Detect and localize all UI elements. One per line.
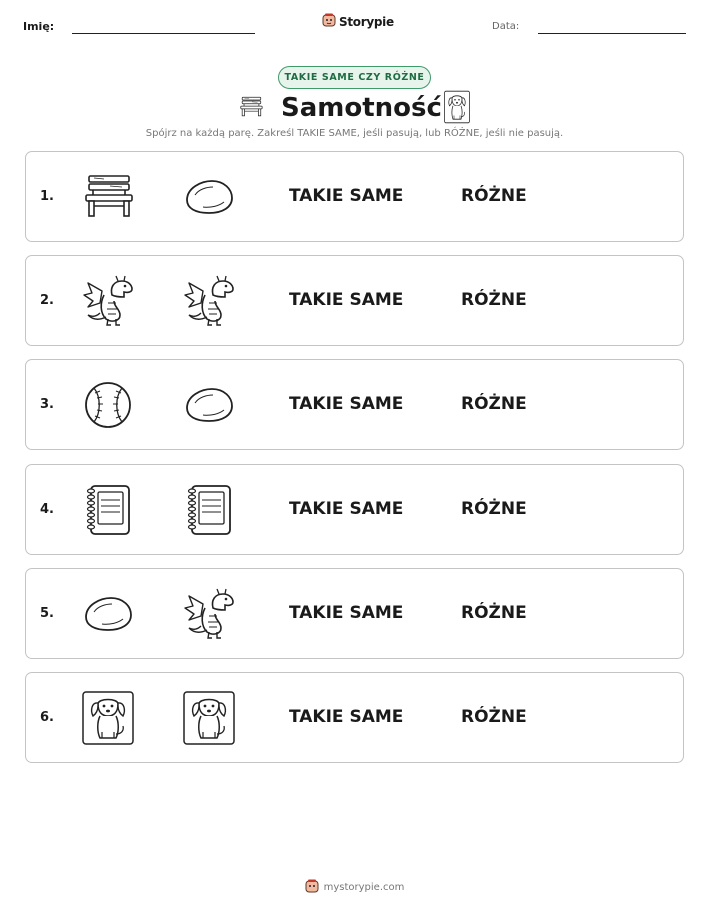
instructions: Spójrz na każdą parę. Zakreśl TAKIE SAME, jeśli pasują, lub RÓŻNE, jeśli nie pasują. <box>145 128 564 139</box>
brand-name: Storypie <box>339 14 394 29</box>
footer-url: mystorypie.com <box>323 882 405 893</box>
puppy-icon <box>80 690 136 746</box>
bench-icon <box>80 169 136 225</box>
page-title: Samotność <box>281 93 442 123</box>
title-row <box>0 90 709 126</box>
row-number: 3. <box>40 397 54 413</box>
notebook-icon <box>181 482 237 538</box>
option-same[interactable]: TAKIE SAME <box>289 186 404 206</box>
option-different[interactable]: RÓŻNE <box>461 394 527 415</box>
puppy-icon <box>181 690 237 746</box>
row-number: 2. <box>40 293 54 309</box>
option-different[interactable]: RÓŻNE <box>461 498 527 519</box>
option-same[interactable]: TAKIE SAME <box>289 498 404 519</box>
exercise-row <box>25 359 684 450</box>
stone-icon <box>181 169 237 225</box>
option-different[interactable]: RÓŻNE <box>461 602 527 623</box>
exercise-row <box>25 464 684 555</box>
exercise-row <box>25 255 684 346</box>
row-number: 4. <box>40 501 54 517</box>
option-different[interactable]: RÓŻNE <box>461 290 527 311</box>
exercise-row <box>25 672 684 763</box>
option-different[interactable]: RÓŻNE <box>461 186 527 206</box>
exercise-row <box>25 151 684 242</box>
notebook-icon <box>80 482 136 538</box>
baseball-icon <box>80 377 136 433</box>
footer <box>0 879 709 896</box>
date-line <box>538 33 686 34</box>
option-same[interactable]: TAKIE SAME <box>289 290 404 311</box>
storypie-logo-icon <box>322 13 336 30</box>
bench-icon <box>236 94 266 124</box>
dragon-icon <box>181 273 237 329</box>
stone-icon <box>181 377 237 433</box>
row-number: 5. <box>40 605 54 621</box>
date-label: Data: <box>492 21 520 32</box>
dragon-icon <box>80 273 136 329</box>
option-same[interactable]: TAKIE SAME <box>289 707 404 727</box>
brand <box>322 13 394 30</box>
stone-icon <box>80 586 136 642</box>
page-header <box>0 0 709 50</box>
dragon-icon <box>181 586 237 642</box>
exercise-row <box>25 568 684 659</box>
name-line <box>72 33 255 34</box>
storypie-logo-icon <box>305 879 319 896</box>
category-badge: TAKIE SAME CZY RÓŻNE <box>278 66 431 89</box>
option-same[interactable]: TAKIE SAME <box>289 602 404 623</box>
puppy-icon <box>443 90 471 128</box>
option-same[interactable]: TAKIE SAME <box>289 394 404 415</box>
row-number: 6. <box>40 710 54 725</box>
name-label: Imię: <box>23 20 55 33</box>
option-different[interactable]: RÓŻNE <box>461 707 527 727</box>
row-number: 1. <box>40 189 54 204</box>
